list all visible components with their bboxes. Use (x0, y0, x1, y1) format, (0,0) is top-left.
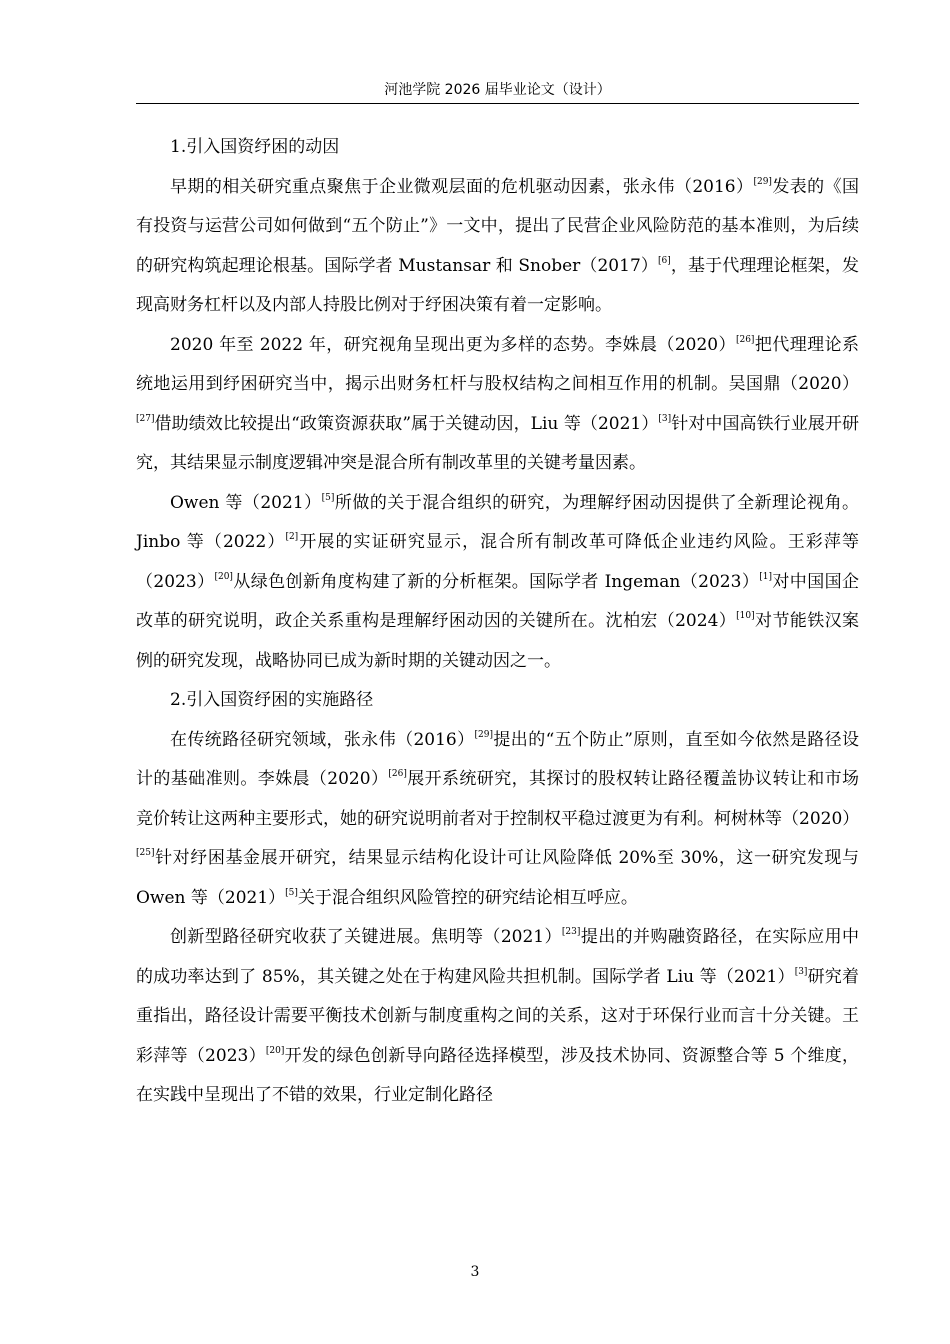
text-run: 针对中国高铁行业展开研究，其结果显示制度逻辑冲突是混合所有制改革里的关键考量因素。 (136, 413, 859, 473)
citation-ref: [10] (736, 611, 755, 621)
citation-ref: [27] (136, 413, 155, 424)
citation-ref: [20] (265, 1045, 285, 1056)
text-run: ，基于代理理论框架，发现高财务杠杆以及内部人持股比例对于纾困决策有着一定影响。 (136, 255, 860, 315)
citation-ref: [20] (214, 571, 233, 582)
citation-ref: [23] (561, 927, 581, 937)
paragraph-innovative-paths (136, 918, 859, 1116)
text-run: 早期的相关研究重点聚焦于企业微观层面的危机驱动因素，张永伟（2016） (170, 176, 754, 197)
citation-ref: [5] (285, 887, 298, 898)
section-heading-motivation: 1.引入国资纾困的动因 (170, 137, 340, 157)
citation-ref: [6] (658, 255, 671, 266)
citation-ref: [5] (321, 492, 335, 503)
citation-ref: [3] (794, 966, 808, 977)
text-run: 关于混合组织风险管控的研究结论相互呼应。 (297, 887, 638, 908)
header-rule (136, 103, 859, 104)
citation-ref: [25] (136, 848, 155, 858)
text-run: 2020 年至 2022 年，研究视角呈现出更为多样的态势。李姝晨（2020） (170, 334, 736, 355)
citation-ref: [29] (474, 729, 494, 740)
text-run: Owen 等（2021） (170, 492, 322, 513)
text-run: 把代理理论系统地运用到纾困研究当中，揭示出财务杠杆与股权结构之间相互作用的机制。吴国鼎（2020） (136, 334, 859, 394)
text-run: 发表的《国有投资与运营公司如何做到“五个防止”》一文中，提出了民营企业风险防范的基本准则，为后续的研究构筑起理论根基。国际学者 Mustansar 和 Snober（2017） (136, 176, 859, 276)
citation-ref: [29] (753, 176, 772, 187)
text-run: 对节能铁汉案例的研究发现，战略协同已成为新时期的关键动因之一。 (136, 611, 860, 671)
citation-ref: [26] (735, 334, 755, 345)
text-run: 提出的并购融资路径，在实际应用中的成功率达到了 85%，其关键之处在于构建风险共担机制。国际学者 Liu 等（2021） (136, 927, 860, 987)
text-run: 所做的关于混合组织的研究，为理解纾困动因提供了全新理论视角。Jinbo 等（2022） (136, 492, 859, 552)
document-body (136, 128, 859, 1116)
text-run: 展开系统研究，其探讨的股权转让路径覆盖协议转让和市场竞价转让这两种主要形式，她的研究说明前者对于控制权平稳过渡更为有利。柯树林等（2020） (136, 769, 860, 829)
page-number: 3 (470, 1264, 480, 1280)
paragraph-2020-2022 (136, 326, 859, 484)
text-run: 对中国国企改革的研究说明，政企关系重构是理解纾困动因的关键所在。沈柏宏（2024） (136, 571, 860, 631)
citation-ref: [3] (658, 413, 672, 424)
paragraph-traditional-paths (136, 721, 859, 919)
paragraph-early-research (136, 168, 859, 326)
text-run: 借助绩效比较提出“政策资源获取”属于关键动因，Liu 等（2021） (154, 413, 659, 434)
text-run: 提出的“五个防止”原则，直至如今依然是路径设计的基础准则。李姝晨（2020） (136, 729, 859, 789)
text-run: 针对纾困基金展开研究，结果显示结构化设计可让风险降低 20%至 30%，这一研究发现与 Owen 等（2021） (136, 848, 859, 908)
text-run: 在传统路径研究领域，张永伟（2016） (170, 729, 475, 750)
text-run: 研究着重指出，路径设计需要平衡技术创新与制度重构之间的关系，这对于环保行业而言十分关键。王彩萍等（2023） (136, 966, 859, 1066)
citation-ref: [2] (285, 532, 299, 542)
section-heading-paths: 2.引入国资纾困的实施路径 (170, 690, 374, 710)
text-run: 开展的实证研究显示，混合所有制改革可降低企业违约风险。王彩萍等（2023） (136, 532, 859, 592)
page-header: 河池学院 2026 届毕业论文（设计） (384, 82, 611, 98)
paragraph-owen (136, 484, 859, 682)
citation-ref: [26] (388, 769, 407, 779)
citation-ref: [1] (759, 571, 772, 582)
text-run: 开发的绿色创新导向路径选择模型，涉及技术协同、资源整合等 5 个维度，在实践中呈现出了不错的效果，行业定制化路径 (136, 1045, 859, 1105)
text-run: 创新型路径研究收获了关键进展。焦明等（2021） (170, 927, 562, 947)
text-run: 从绿色创新角度构建了新的分析框架。国际学者 Ingeman（2023） (232, 571, 760, 592)
